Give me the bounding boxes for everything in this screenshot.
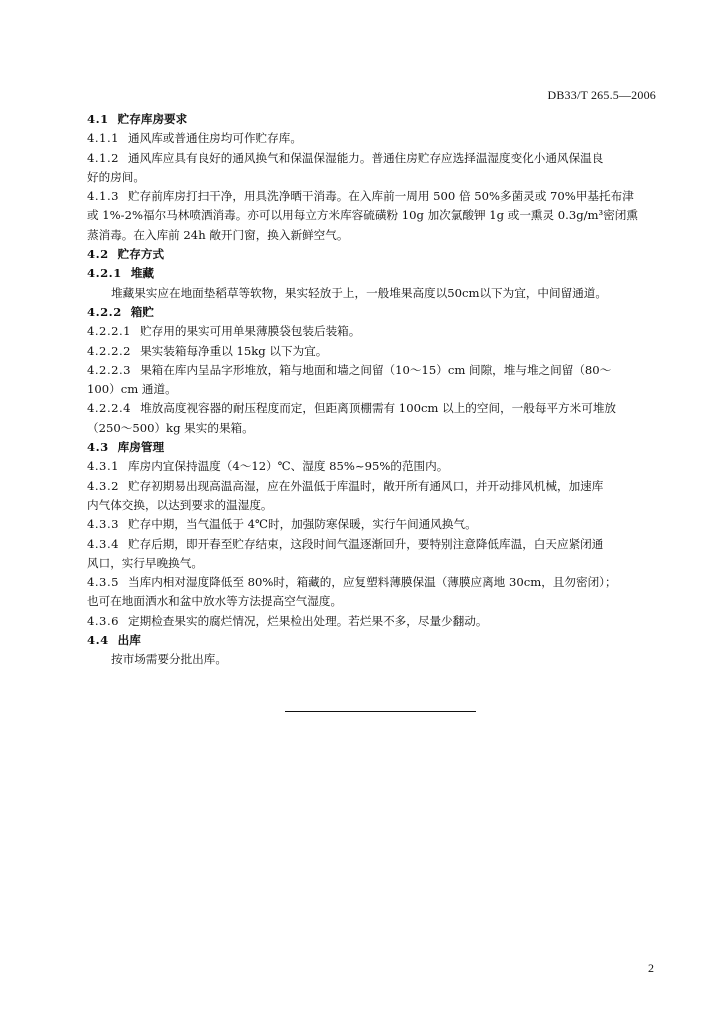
clause-4-3-6 bbox=[87, 612, 659, 631]
section-number: 4.4 bbox=[87, 633, 109, 648]
clause-text: 果箱在库内呈品字形堆放，箱与地面和墙之间留（10～15）cm 间隙，堆与堆之间留（80～ bbox=[140, 362, 612, 377]
clause-4-1-1 bbox=[87, 129, 659, 148]
clause-text: 通风库应具有良好的通风换气和保温保湿能力。普通住房贮存应选择温湿度变化小通风保温良 bbox=[128, 150, 604, 165]
clause-4-1-2-cont: 好的房间。 bbox=[87, 169, 145, 184]
clause-number: 4.3.4 bbox=[87, 536, 119, 551]
clause-4-1-3 bbox=[87, 187, 659, 206]
clause-4-1-3-cont2: 蒸消毒。在入库前 24h 敞开门窗，换入新鲜空气。 bbox=[87, 227, 349, 242]
subsection-title: 箱贮 bbox=[130, 304, 154, 319]
clause-text: 贮存初期易出现高温高湿，应在外温低于库温时，敞开所有通风口，并开动排风机械，加速库 bbox=[128, 478, 604, 493]
clause-4-3-2 bbox=[87, 477, 659, 496]
section-title: 贮存库房要求 bbox=[117, 112, 188, 126]
paragraph-4-2-1: 堆藏果实应在地面垫稻草等软物，果实轻放于上，一般堆果高度以50cm以下为宜，中间留通道。 bbox=[111, 285, 607, 300]
subsection-heading-4-2-2 bbox=[87, 303, 659, 322]
section-heading-4-1 bbox=[87, 110, 659, 129]
subsection-title: 堆藏 bbox=[130, 266, 154, 281]
clause-4-3-4 bbox=[87, 535, 659, 554]
section-heading-4-2 bbox=[87, 245, 659, 264]
subsection-number: 4.2.1 bbox=[87, 266, 122, 281]
clause-number: 4.2.2.2 bbox=[87, 343, 132, 358]
clause-4-1-2 bbox=[87, 149, 659, 168]
section-number: 4.1 bbox=[87, 112, 109, 126]
clause-4-2-2-1 bbox=[87, 322, 659, 341]
clause-4-3-3 bbox=[87, 515, 659, 534]
clause-number: 4.2.2.4 bbox=[87, 401, 132, 416]
page-number: 2 bbox=[648, 961, 654, 975]
clause-4-3-4-cont: 风口，实行早晚换气。 bbox=[87, 555, 203, 570]
clause-4-3-1 bbox=[87, 457, 659, 476]
clause-number: 4.1.3 bbox=[87, 189, 119, 204]
clause-4-1-3-cont: 或 1%-2%福尔马林喷洒消毒。亦可以用每立方米库容硫磺粉 10g 加次氯酸钾 1g 或一熏灵 0.3g/m³密闭熏 bbox=[87, 208, 638, 223]
clause-text: 当库内相对湿度降低至 80%时，箱藏的，应复塑料薄膜保温（薄膜应离地 30cm，且勿密闭）； bbox=[128, 575, 617, 590]
clause-4-2-2-4 bbox=[87, 399, 659, 418]
clause-number: 4.3.1 bbox=[87, 459, 119, 474]
clause-text: 堆放高度视容器的耐压程度而定，但距离顶棚需有 100cm 以上的空间，一般每平方米可堆放 bbox=[140, 401, 617, 416]
clause-text: 定期检查果实的腐烂情况，烂果检出处理。若烂果不多，尽量少翻动。 bbox=[128, 613, 488, 628]
clause-text: 果实装箱每净重以 15kg 以下为宜。 bbox=[140, 343, 328, 358]
clause-text: 通风库或普通住房均可作贮存库。 bbox=[128, 131, 302, 146]
clause-4-2-2-3-cont: 100）cm 通道。 bbox=[87, 382, 177, 397]
clause-4-3-2-cont: 内气体交换，以达到要求的温湿度。 bbox=[87, 497, 273, 512]
clause-number: 4.1.1 bbox=[87, 131, 119, 146]
section-number: 4.2 bbox=[87, 247, 109, 262]
section-title: 贮存方式 bbox=[117, 247, 165, 262]
section-number: 4.3 bbox=[87, 440, 109, 455]
clause-text: 贮存后期，即开春至贮存结束，这段时间气温逐渐回升，要特别注意降低库温，白天应紧闭通 bbox=[128, 536, 604, 551]
clause-text: 贮存中期，当气温低于 4℃时，加强防寒保暖，实行午间通风换气。 bbox=[128, 517, 477, 532]
clause-4-3-5-cont: 也可在地面洒水和盆中放水等方法提高空气湿度。 bbox=[87, 594, 343, 609]
clause-number: 4.2.2.3 bbox=[87, 362, 132, 377]
clause-4-3-5 bbox=[87, 573, 659, 592]
paragraph-4-4: 按市场需要分批出库。 bbox=[111, 652, 227, 667]
end-of-text-rule bbox=[285, 711, 476, 712]
section-title: 库房管理 bbox=[117, 440, 165, 455]
clause-number: 4.3.3 bbox=[87, 517, 119, 532]
clause-number: 4.2.2.1 bbox=[87, 324, 132, 339]
clause-text: 贮存用的果实可用单果薄膜袋包装后装箱。 bbox=[140, 324, 361, 339]
clause-4-2-2-4-cont: （250～500）kg 果实的果箱。 bbox=[87, 420, 254, 435]
section-heading-4-4 bbox=[87, 631, 659, 650]
clause-4-2-2-2 bbox=[87, 342, 659, 361]
section-heading-4-3 bbox=[87, 438, 659, 457]
document-code: DB33/T 265.5—2006 bbox=[547, 88, 656, 102]
subsection-heading-4-2-1 bbox=[87, 264, 659, 283]
clause-4-2-2-3 bbox=[87, 361, 659, 380]
clause-number: 4.1.2 bbox=[87, 150, 119, 165]
clause-number: 4.3.5 bbox=[87, 575, 119, 590]
section-title: 出库 bbox=[117, 633, 141, 648]
subsection-number: 4.2.2 bbox=[87, 304, 122, 319]
clause-text: 库房内宜保持温度（4～12）℃、湿度 85%~95%的范围内。 bbox=[128, 459, 449, 474]
clause-text: 贮存前库房打扫干净，用具洗净晒干消毒。在入库前一周用 500 倍 50%多菌灵或 70%甲基托布津 bbox=[128, 189, 634, 204]
clause-number: 4.3.2 bbox=[87, 478, 119, 493]
document-body bbox=[87, 110, 659, 670]
clause-number: 4.3.6 bbox=[87, 613, 119, 628]
